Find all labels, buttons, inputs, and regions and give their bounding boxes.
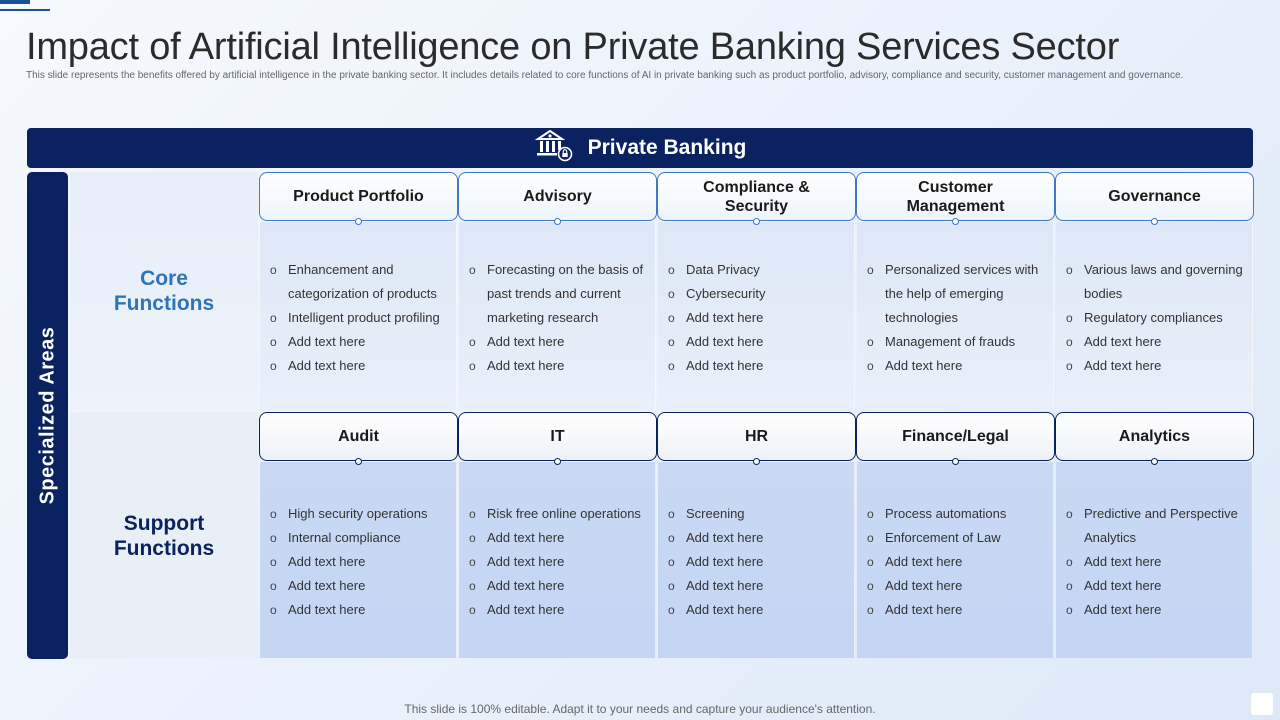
bullet-icon: o xyxy=(469,335,476,349)
bullet-icon: o xyxy=(668,579,675,593)
list-item-text: Add text here xyxy=(885,602,963,617)
it-content xyxy=(459,462,656,658)
corner-accent-bar xyxy=(0,0,50,12)
bullet-icon: o xyxy=(867,555,874,569)
list-item-text: Various laws and governing bodies xyxy=(1084,262,1243,301)
bullet-icon: o xyxy=(867,531,874,545)
bullet-icon: o xyxy=(270,555,277,569)
list-item xyxy=(667,598,848,622)
product-portfolio-heading-box xyxy=(259,172,458,221)
core-functions-label: Core Functions xyxy=(113,267,215,315)
bullet-icon: o xyxy=(1066,359,1073,373)
bullet-icon: o xyxy=(1066,579,1073,593)
support-functions-label: Support Functions xyxy=(113,511,215,560)
list-item-text: Management of frauds xyxy=(885,334,1016,349)
list-item-text: Enforcement of Law xyxy=(885,530,1001,545)
list-item xyxy=(468,550,649,574)
list-item xyxy=(667,550,848,574)
list-item xyxy=(866,550,1047,574)
finance-legal-heading-box xyxy=(856,412,1055,461)
bank-lock-icon xyxy=(534,128,574,162)
page-subtitle: This slide represents the benefits offered by artificial intelligence in the private banking sector. It includes details related to core functions of AI in private banking such as product portfolio, advisory, compliance and security, customer management and governance. xyxy=(26,70,1184,81)
list-item-text: Personalized services with the help of emerging technologies xyxy=(885,262,1039,325)
list-item-text: Enhancement and categorization of products xyxy=(288,262,437,301)
bullet-icon: o xyxy=(270,311,277,325)
bullet-icon: o xyxy=(867,579,874,593)
list-item-text: Add text here xyxy=(885,554,963,569)
list-item xyxy=(866,330,1047,354)
bullet-icon: o xyxy=(469,507,476,521)
hr-heading: HR xyxy=(744,428,769,445)
private-banking-label: Private Banking xyxy=(587,136,747,159)
customer-management-content xyxy=(857,222,1054,410)
list-item-text: Predictive and Perspective Analytics xyxy=(1084,506,1238,545)
list-item xyxy=(269,330,450,354)
audit-heading: Audit xyxy=(338,428,379,445)
list-item xyxy=(269,354,450,378)
bullet-icon: o xyxy=(867,603,874,617)
list-item-text: Add text here xyxy=(487,554,565,569)
connector-dot xyxy=(1151,218,1158,225)
list-item-text: Add text here xyxy=(885,358,963,373)
bullet-icon: o xyxy=(668,555,675,569)
bullet-icon: o xyxy=(668,531,675,545)
compliance-security-list xyxy=(667,258,848,378)
compliance-security-heading: Compliance & Security xyxy=(703,178,810,215)
connector-dot xyxy=(355,218,362,225)
list-item xyxy=(269,598,450,622)
bullet-icon: o xyxy=(1066,507,1073,521)
list-item xyxy=(1065,574,1246,598)
list-item-text: Add text here xyxy=(1084,578,1162,593)
analytics-heading: Analytics xyxy=(1118,428,1191,445)
list-item xyxy=(667,526,848,550)
list-item xyxy=(667,306,848,330)
list-item xyxy=(468,258,649,330)
list-item-text: Add text here xyxy=(288,334,366,349)
finance-legal-list xyxy=(866,502,1047,622)
audit-heading-box xyxy=(259,412,458,461)
advisory-heading: Advisory xyxy=(523,188,592,205)
bullet-icon: o xyxy=(1066,555,1073,569)
bullet-icon: o xyxy=(668,335,675,349)
footer-note: This slide is 100% editable. Adapt it to your needs and capture your audience's attention. xyxy=(404,702,876,716)
bullet-icon: o xyxy=(867,507,874,521)
product-portfolio-list xyxy=(269,258,450,378)
page-title: Impact of Artificial Intelligence on Private Banking Services Sector xyxy=(26,26,1120,68)
list-item-text: Add text here xyxy=(487,358,565,373)
connector-dot xyxy=(952,218,959,225)
connector-dot xyxy=(952,458,959,465)
list-item-text: Add text here xyxy=(288,602,366,617)
list-item-text: Add text here xyxy=(686,554,764,569)
support-functions-label-box xyxy=(70,412,258,659)
list-item xyxy=(468,574,649,598)
list-item-text: Add text here xyxy=(288,554,366,569)
bullet-icon: o xyxy=(1066,335,1073,349)
compliance-security-heading-box xyxy=(657,172,856,221)
bullet-icon: o xyxy=(270,603,277,617)
list-item-text: Add text here xyxy=(487,578,565,593)
bullet-icon: o xyxy=(668,603,675,617)
list-item xyxy=(667,258,848,282)
bullet-icon: o xyxy=(668,287,675,301)
hr-content xyxy=(658,462,855,658)
list-item-text: Internal compliance xyxy=(288,530,401,545)
list-item-text: Add text here xyxy=(288,578,366,593)
governance-heading: Governance xyxy=(1108,188,1201,205)
list-item-text: Forecasting on the basis of past trends and current marketing research xyxy=(487,262,644,325)
list-item xyxy=(468,526,649,550)
connector-dot xyxy=(1151,458,1158,465)
list-item xyxy=(866,354,1047,378)
customer-management-heading: Customer Management xyxy=(906,178,1005,215)
it-heading-box xyxy=(458,412,657,461)
bullet-icon: o xyxy=(469,359,476,373)
bullet-icon: o xyxy=(1066,263,1073,277)
it-list xyxy=(468,502,649,622)
governance-list xyxy=(1065,258,1246,378)
bullet-icon: o xyxy=(1066,311,1073,325)
list-item-text: Add text here xyxy=(1084,358,1162,373)
list-item xyxy=(866,598,1047,622)
list-item-text: Add text here xyxy=(686,578,764,593)
list-item xyxy=(269,258,450,306)
bullet-icon: o xyxy=(668,507,675,521)
bullet-icon: o xyxy=(668,263,675,277)
connector-dot xyxy=(554,218,561,225)
bullet-icon: o xyxy=(270,263,277,277)
finance-legal-content xyxy=(857,462,1054,658)
list-item-text: Add text here xyxy=(1084,602,1162,617)
list-item xyxy=(269,574,450,598)
list-item xyxy=(468,502,649,526)
governance-content xyxy=(1056,222,1253,410)
list-item-text: Screening xyxy=(686,506,745,521)
list-item-text: Regulatory compliances xyxy=(1084,310,1223,325)
list-item xyxy=(667,354,848,378)
list-item-text: Add text here xyxy=(487,530,565,545)
list-item xyxy=(1065,354,1246,378)
corner-box xyxy=(1250,692,1274,716)
bullet-icon: o xyxy=(270,335,277,349)
list-item-text: Add text here xyxy=(487,602,565,617)
bullet-icon: o xyxy=(469,263,476,277)
list-item xyxy=(866,526,1047,550)
hr-list xyxy=(667,502,848,622)
list-item-text: Add text here xyxy=(1084,334,1162,349)
list-item-text: Add text here xyxy=(686,334,764,349)
list-item xyxy=(866,574,1047,598)
hr-heading-box xyxy=(657,412,856,461)
bullet-icon: o xyxy=(867,359,874,373)
list-item xyxy=(866,502,1047,526)
list-item xyxy=(1065,598,1246,622)
list-item-text: Process automations xyxy=(885,506,1007,521)
list-item-text: Intelligent product profiling xyxy=(288,310,440,325)
analytics-list xyxy=(1065,502,1246,622)
it-heading: IT xyxy=(550,428,565,445)
customer-management-heading-box xyxy=(856,172,1055,221)
bullet-icon: o xyxy=(1066,603,1073,617)
list-item xyxy=(468,598,649,622)
list-item-text: Add text here xyxy=(487,334,565,349)
list-item xyxy=(1065,330,1246,354)
bullet-icon: o xyxy=(668,311,675,325)
list-item xyxy=(269,306,450,330)
specialized-areas-bar xyxy=(27,172,68,659)
audit-content xyxy=(260,462,457,658)
customer-management-list xyxy=(866,258,1047,378)
list-item-text: Add text here xyxy=(686,358,764,373)
advisory-heading-box xyxy=(458,172,657,221)
list-item xyxy=(468,354,649,378)
list-item-text: Add text here xyxy=(288,358,366,373)
list-item-text: High security operations xyxy=(288,506,428,521)
list-item xyxy=(269,526,450,550)
advisory-content xyxy=(459,222,656,410)
compliance-security-content xyxy=(658,222,855,410)
list-item-text: Data Privacy xyxy=(686,262,760,277)
list-item-text: Add text here xyxy=(885,578,963,593)
bullet-icon: o xyxy=(270,579,277,593)
list-item xyxy=(1065,550,1246,574)
product-portfolio-heading: Product Portfolio xyxy=(293,188,424,205)
connector-dot xyxy=(753,218,760,225)
bullet-icon: o xyxy=(270,359,277,373)
bullet-icon: o xyxy=(867,335,874,349)
bullet-icon: o xyxy=(469,603,476,617)
list-item xyxy=(1065,258,1246,306)
connector-dot xyxy=(753,458,760,465)
list-item xyxy=(667,330,848,354)
list-item xyxy=(269,502,450,526)
list-item xyxy=(667,502,848,526)
bullet-icon: o xyxy=(867,263,874,277)
governance-heading-box xyxy=(1055,172,1254,221)
list-item-text: Add text here xyxy=(686,310,764,325)
analytics-content xyxy=(1056,462,1253,658)
specialized-areas-label: Specialized Areas xyxy=(36,326,59,505)
bullet-icon: o xyxy=(270,507,277,521)
finance-legal-heading: Finance/Legal xyxy=(902,428,1009,445)
list-item xyxy=(667,574,848,598)
list-item xyxy=(1065,502,1246,550)
list-item-text: Add text here xyxy=(1084,554,1162,569)
bullet-icon: o xyxy=(469,579,476,593)
core-functions-label-box xyxy=(70,172,258,410)
private-banking-header xyxy=(27,128,1253,168)
product-portfolio-content xyxy=(260,222,457,410)
list-item xyxy=(667,282,848,306)
list-item xyxy=(1065,306,1246,330)
audit-list xyxy=(269,502,450,622)
list-item xyxy=(468,330,649,354)
list-item xyxy=(866,258,1047,330)
list-item-text: Add text here xyxy=(686,602,764,617)
list-item-text: Cybersecurity xyxy=(686,286,766,301)
analytics-heading-box xyxy=(1055,412,1254,461)
bullet-icon: o xyxy=(469,555,476,569)
list-item xyxy=(269,550,450,574)
bullet-icon: o xyxy=(668,359,675,373)
connector-dot xyxy=(554,458,561,465)
connector-dot xyxy=(355,458,362,465)
list-item-text: Risk free online operations xyxy=(487,506,641,521)
bullet-icon: o xyxy=(270,531,277,545)
advisory-list xyxy=(468,258,649,378)
list-item-text: Add text here xyxy=(686,530,764,545)
bullet-icon: o xyxy=(469,531,476,545)
